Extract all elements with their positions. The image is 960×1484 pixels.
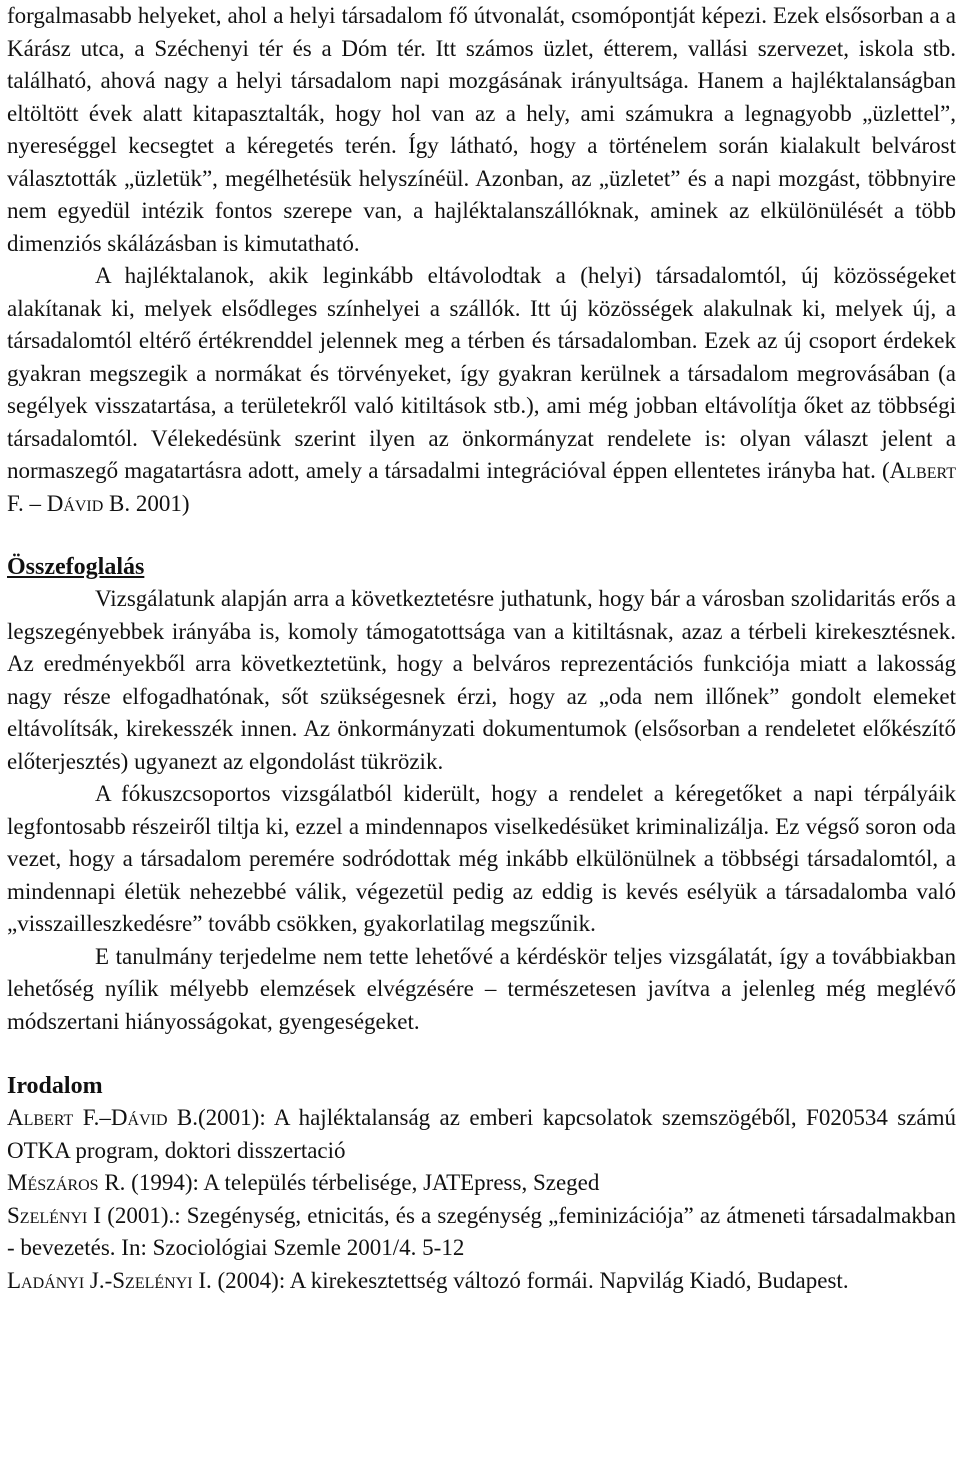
- body-paragraph-2: [7, 260, 956, 520]
- reference-item: [7, 1265, 956, 1298]
- summary-paragraph-2: A fókuszcsoportos vizsgálatból kiderült, hogy a rendelet a kéregetőket a napi térpályáik legfontosabb részeiről tiltja ki, ezzel a mindennapos viselkedésüket kriminalizálja. Ez végső soron oda vezet, hogy a társadalom peremére sodródottak még inkább elkülönülnek a többségi társadalomtól, a mindennapi életük nehezebbé válik, végezetül pedig az eddig is kevés esélyük a társadalomba való „visszailleszkedésre” tovább csökken, gyakorlatilag megszűnik.: [7, 781, 956, 936]
- reference-author: Albert F.–Dávid B.: [7, 1105, 199, 1130]
- summary-paragraph-3: E tanulmány terjedelme nem tette lehetővé a kérdéskör teljes vizsgálatát, így a továbbiakban lehetőség nyílik mélyebb elemzések elvégzésére – természetesen javítva a jelenleg még meglévő módszertani hiányosságokat, gyengeségeket.: [7, 943, 956, 1034]
- body-paragraph-2-text: A hajléktalanok, akik leginkább eltávolodtak a (helyi) társadalomtól, új közösségeket alakítanak ki, melyek elsődleges színhelyei a szállók. Itt új közösségek alakulnak ki, melyek új, a társadalomtól eltérő értékrenddel jelennek meg a térben és társadalomban. Ezek az új csoport érdekek gyakran megszegik a normákat és törvényeket, így gyakran kerülnek a társadalom megrovásában (a segélyek visszatartása, a területekről való kitiltások stb.), ami még jobban eltávolítja őket az többségi társadalomtól. Vélekedésünk szerint ilyen az önkormányzat rendelete is: olyan választ jelent a normaszegő magatartásra adott, amely a társadalmi integrációval éppen ellentetes irányba hat. (: [7, 263, 956, 483]
- reference-author: Szelényi I: [7, 1202, 102, 1228]
- reference-text: (1994): A település térbelisége, JATEpress, Szeged: [125, 1170, 600, 1195]
- bibliography-heading: Irodalom: [7, 1073, 103, 1099]
- reference-item: [7, 1102, 956, 1167]
- citation-dash: –: [23, 490, 47, 516]
- citation-author-2: Dávid B.: [46, 490, 131, 516]
- reference-text: (2001).: Szegénység, etnicitás, és a szegénység „feminizációja” az átmeneti társadalmakban - bevezetés. In: Szociológiai Szemle 2001/4. 5-12: [7, 1202, 957, 1260]
- citation-author-1: Albert F.: [7, 458, 956, 516]
- reference-text: (2001): A hajléktalanság az emberi kapcsolatok szemszögéből, F020534 számú OTKA program, doktori disszertació: [7, 1105, 956, 1163]
- summary-heading: Összefoglalás: [7, 554, 145, 580]
- body-paragraph-1: forgalmasabb helyeket, ahol a helyi társadalom fő útvonalát, csomópontját képezi. Ezek elsősorban a a Kárász utca, a Széchenyi tér és a Dóm tér. Itt számos üzlet, étterem, vallási szervezet, iskola stb. található, ahová nagy a helyi társadalom napi mozgásának irányultsága. Hanem a hajléktalanságban eltöltött évek alatt kitapasztalták, hogy hol van az a hely, ami számukra a legnagyobb „üzlettel”, nyereséggel kecsegtet a kéregetés terén. Így látható, hogy a történelem során kialakult belvárost választották „üzletük”, megélhetésük helyszínéül. Azonban, az „üzletet” és a napi mozgást, többnyire nem egyedül intézik fontos szerepe van, a hajléktalanszállóknak, aminek az elkülönülését a több dimenziós skálázásban is kimutatható.: [7, 3, 956, 256]
- reference-author: Ladányi J.-Szelényi I.: [7, 1267, 212, 1293]
- reference-item: [7, 1200, 956, 1265]
- reference-item: [7, 1167, 956, 1200]
- reference-text: (2004): A kirekesztettség változó formái. Napvilág Kiadó, Budapest.: [211, 1267, 849, 1293]
- summary-paragraph-1: Vizsgálatunk alapján arra a következtetésre juthatunk, hogy bár a városban szolidaritás erős a legszegényebbek irányába is, komoly támogatottsága van a kitiltásnak, azaz a térbeli kirekesztésnek. Az eredményekből arra következtetünk, hogy a belváros reprezentációs funkciója miatt a lakosság nagy része elfogadhatónak, sőt szükségesnek érzi, hogy az „oda nem illőnek” gondolt elemeket eltávolítsák, kirekesszék innen. Az önkormányzati dokumentumok (elsősorban a rendeletet előkészítő előterjesztés) ugyanezt az elgondolást tükrözik.: [7, 586, 956, 774]
- reference-author: Mészáros R.: [7, 1170, 126, 1195]
- citation-year: 2001): [130, 490, 190, 516]
